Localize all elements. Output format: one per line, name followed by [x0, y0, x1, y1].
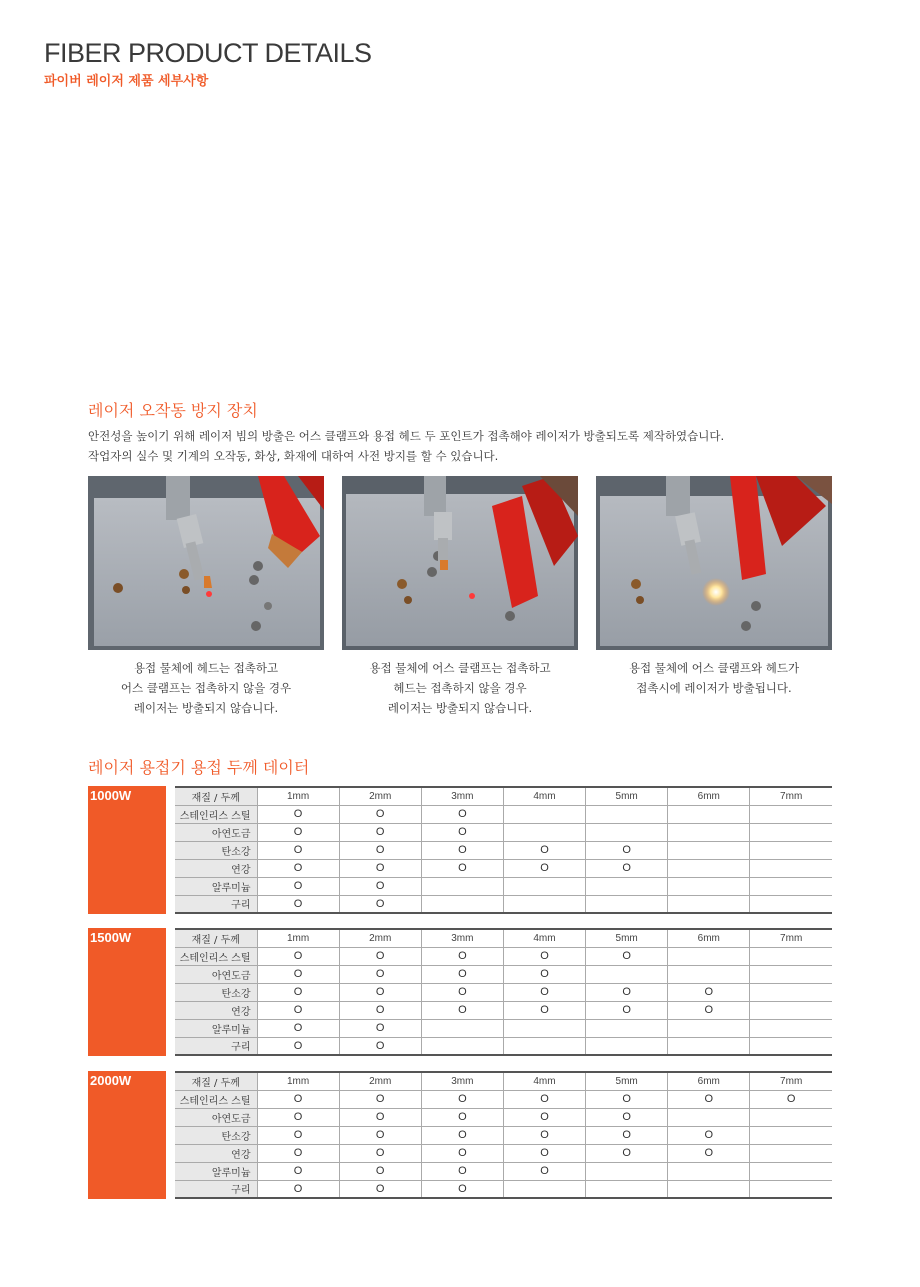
supported-mark: O	[503, 983, 585, 1001]
material-label: 탄소강	[175, 1126, 257, 1144]
empty-cell	[750, 859, 832, 877]
empty-cell	[668, 1108, 750, 1126]
column-header: 4mm	[503, 1072, 585, 1090]
table-row	[175, 895, 832, 913]
supported-mark: O	[257, 1144, 339, 1162]
material-label: 연강	[175, 859, 257, 877]
material-label: 연강	[175, 1001, 257, 1019]
power-label: 1000W	[88, 786, 166, 914]
supported-mark: O	[503, 1144, 585, 1162]
empty-cell	[668, 841, 750, 859]
supported-mark: O	[421, 859, 503, 877]
caption-line: 헤드는 접촉하지 않을 경우	[393, 681, 527, 695]
empty-cell	[668, 823, 750, 841]
supported-mark: O	[421, 823, 503, 841]
supported-mark: O	[339, 1001, 421, 1019]
supported-mark: O	[421, 1090, 503, 1108]
empty-cell	[586, 1162, 668, 1180]
supported-mark: O	[339, 877, 421, 895]
supported-mark: O	[421, 1162, 503, 1180]
supported-mark: O	[421, 1144, 503, 1162]
supported-mark: O	[421, 947, 503, 965]
supported-mark: O	[586, 1090, 668, 1108]
empty-cell	[503, 1180, 585, 1198]
column-header: 3mm	[421, 1072, 503, 1090]
empty-cell	[750, 983, 832, 1001]
material-label: 탄소강	[175, 983, 257, 1001]
empty-cell	[668, 1180, 750, 1198]
empty-cell	[421, 1019, 503, 1037]
supported-mark: O	[257, 1162, 339, 1180]
column-header: 2mm	[339, 1072, 421, 1090]
power-label: 2000W	[88, 1071, 166, 1199]
material-label: 스테인리스 스틸	[175, 1090, 257, 1108]
empty-cell	[503, 805, 585, 823]
supported-mark: O	[257, 1108, 339, 1126]
empty-cell	[586, 823, 668, 841]
supported-mark: O	[421, 805, 503, 823]
empty-cell	[750, 1126, 832, 1144]
table-row	[175, 1162, 832, 1180]
supported-mark: O	[668, 1144, 750, 1162]
empty-cell	[421, 1037, 503, 1055]
empty-cell	[750, 1019, 832, 1037]
empty-cell	[750, 841, 832, 859]
empty-cell	[750, 895, 832, 913]
supported-mark: O	[257, 1019, 339, 1037]
table-row	[175, 1019, 832, 1037]
table-header-row	[175, 787, 832, 805]
empty-cell	[668, 805, 750, 823]
supported-mark: O	[339, 1180, 421, 1198]
empty-cell	[750, 1037, 832, 1055]
caption-line: 용접 물체에 헤드는 접촉하고	[133, 661, 279, 675]
table-row	[175, 1001, 832, 1019]
empty-cell	[750, 823, 832, 841]
table-row	[175, 841, 832, 859]
empty-cell	[668, 1162, 750, 1180]
supported-mark: O	[503, 965, 585, 983]
header-title-en: FIBER PRODUCT DETAILS	[44, 38, 372, 68]
thickness-table	[175, 928, 832, 1056]
table-row	[175, 983, 832, 1001]
safety-description	[88, 426, 848, 466]
material-label: 아연도금	[175, 1108, 257, 1126]
empty-cell	[503, 1019, 585, 1037]
caption-line: 용접 물체에 어스 클램프는 접촉하고	[369, 661, 551, 675]
supported-mark: O	[339, 841, 421, 859]
photo-head-contact	[88, 476, 324, 650]
caption-both-contact	[596, 658, 832, 698]
supported-mark: O	[339, 965, 421, 983]
supported-mark: O	[421, 1180, 503, 1198]
supported-mark: O	[257, 1126, 339, 1144]
supported-mark: O	[586, 1126, 668, 1144]
supported-mark: O	[421, 1108, 503, 1126]
supported-mark: O	[421, 1126, 503, 1144]
supported-mark: O	[668, 1126, 750, 1144]
empty-cell	[750, 1001, 832, 1019]
table-row	[175, 1108, 832, 1126]
caption-line: 어스 클램프는 접촉하지 않을 경우	[120, 681, 292, 695]
material-label: 알루미늄	[175, 1019, 257, 1037]
thickness-table	[175, 786, 832, 914]
supported-mark: O	[421, 1001, 503, 1019]
caption-head-contact	[88, 658, 324, 718]
table-row	[175, 1090, 832, 1108]
empty-cell	[750, 1144, 832, 1162]
empty-cell	[421, 895, 503, 913]
empty-cell	[586, 877, 668, 895]
column-header: 3mm	[421, 787, 503, 805]
material-label: 구리	[175, 1180, 257, 1198]
header-material-thickness: 재질 / 두께	[175, 929, 257, 947]
supported-mark: O	[257, 1180, 339, 1198]
supported-mark: O	[668, 983, 750, 1001]
material-label: 구리	[175, 1037, 257, 1055]
empty-cell	[750, 1180, 832, 1198]
empty-cell	[421, 877, 503, 895]
empty-cell	[586, 895, 668, 913]
supported-mark: O	[339, 1144, 421, 1162]
empty-cell	[668, 859, 750, 877]
column-header: 2mm	[339, 929, 421, 947]
empty-cell	[668, 877, 750, 895]
supported-mark: O	[503, 859, 585, 877]
table-row	[175, 1180, 832, 1198]
caption-line: 레이저는 방출되지 않습니다.	[387, 701, 533, 715]
column-header: 1mm	[257, 787, 339, 805]
supported-mark: O	[257, 805, 339, 823]
empty-cell	[668, 895, 750, 913]
supported-mark: O	[503, 841, 585, 859]
supported-mark: O	[257, 965, 339, 983]
empty-cell	[586, 1037, 668, 1055]
supported-mark: O	[257, 1090, 339, 1108]
empty-cell	[750, 805, 832, 823]
column-header: 6mm	[668, 787, 750, 805]
supported-mark: O	[257, 823, 339, 841]
supported-mark: O	[339, 1126, 421, 1144]
supported-mark: O	[750, 1090, 832, 1108]
supported-mark: O	[339, 895, 421, 913]
header-title-ko: 파이버 레이저 제품 세부사항	[44, 74, 209, 89]
supported-mark: O	[668, 1001, 750, 1019]
column-header: 7mm	[750, 787, 832, 805]
column-header: 6mm	[668, 929, 750, 947]
table-header-row	[175, 1072, 832, 1090]
supported-mark: O	[257, 877, 339, 895]
supported-mark: O	[586, 947, 668, 965]
safety-description-line: 작업자의 실수 및 기계의 오작동, 화상, 화재에 대하여 사전 방지를 할 수 있습니다.	[88, 449, 499, 463]
column-header: 1mm	[257, 929, 339, 947]
empty-cell	[750, 877, 832, 895]
supported-mark: O	[503, 1126, 585, 1144]
material-label: 구리	[175, 895, 257, 913]
table-row	[175, 947, 832, 965]
supported-mark: O	[503, 1162, 585, 1180]
column-header: 3mm	[421, 929, 503, 947]
empty-cell	[668, 965, 750, 983]
empty-cell	[503, 877, 585, 895]
empty-cell	[586, 1019, 668, 1037]
header-material-thickness: 재질 / 두께	[175, 1072, 257, 1090]
column-header: 4mm	[503, 929, 585, 947]
supported-mark: O	[339, 805, 421, 823]
material-label: 스테인리스 스틸	[175, 805, 257, 823]
supported-mark: O	[339, 859, 421, 877]
supported-mark: O	[257, 1001, 339, 1019]
supported-mark: O	[503, 947, 585, 965]
supported-mark: O	[339, 1037, 421, 1055]
supported-mark: O	[421, 965, 503, 983]
photo-clamp-contact	[342, 476, 578, 650]
material-label: 알루미늄	[175, 877, 257, 895]
empty-cell	[668, 947, 750, 965]
column-header: 5mm	[586, 929, 668, 947]
supported-mark: O	[339, 983, 421, 1001]
column-header: 5mm	[586, 1072, 668, 1090]
table-row	[175, 805, 832, 823]
column-header: 1mm	[257, 1072, 339, 1090]
material-label: 아연도금	[175, 823, 257, 841]
material-label: 탄소강	[175, 841, 257, 859]
column-header: 7mm	[750, 1072, 832, 1090]
supported-mark: O	[257, 859, 339, 877]
supported-mark: O	[503, 1001, 585, 1019]
table-row	[175, 859, 832, 877]
empty-cell	[586, 805, 668, 823]
empty-cell	[750, 947, 832, 965]
column-header: 6mm	[668, 1072, 750, 1090]
supported-mark: O	[586, 1001, 668, 1019]
table-header-row	[175, 929, 832, 947]
table-row	[175, 823, 832, 841]
supported-mark: O	[257, 983, 339, 1001]
header-material-thickness: 재질 / 두께	[175, 787, 257, 805]
safety-description-line: 안전성을 높이기 위해 레이저 빔의 방출은 어스 클램프와 용접 헤드 두 포인트가 접촉해야 레이저가 방출되도록 제작하였습니다.	[88, 429, 725, 443]
supported-mark: O	[257, 947, 339, 965]
supported-mark: O	[586, 841, 668, 859]
supported-mark: O	[668, 1090, 750, 1108]
table-row	[175, 1126, 832, 1144]
photo-both-contact	[596, 476, 832, 650]
thickness-table	[175, 1071, 832, 1199]
supported-mark: O	[586, 1144, 668, 1162]
supported-mark: O	[503, 1090, 585, 1108]
empty-cell	[668, 1019, 750, 1037]
table-row	[175, 877, 832, 895]
supported-mark: O	[421, 983, 503, 1001]
column-header: 7mm	[750, 929, 832, 947]
supported-mark: O	[339, 1090, 421, 1108]
supported-mark: O	[586, 983, 668, 1001]
supported-mark: O	[257, 1037, 339, 1055]
material-label: 스테인리스 스틸	[175, 947, 257, 965]
empty-cell	[750, 965, 832, 983]
supported-mark: O	[257, 841, 339, 859]
caption-line: 용접 물체에 어스 클램프와 헤드가	[628, 661, 800, 675]
empty-cell	[503, 1037, 585, 1055]
material-label: 알루미늄	[175, 1162, 257, 1180]
supported-mark: O	[339, 1108, 421, 1126]
caption-line: 접촉시에 레이저가 방출됩니다.	[636, 681, 792, 695]
table-row	[175, 1037, 832, 1055]
supported-mark: O	[339, 947, 421, 965]
supported-mark: O	[586, 859, 668, 877]
supported-mark: O	[339, 823, 421, 841]
empty-cell	[750, 1162, 832, 1180]
caption-clamp-contact	[342, 658, 578, 718]
thickness-section-title: 레이저 용접기 용접 두께 데이터	[88, 758, 310, 777]
empty-cell	[668, 1037, 750, 1055]
empty-cell	[586, 1180, 668, 1198]
empty-cell	[503, 823, 585, 841]
supported-mark: O	[339, 1019, 421, 1037]
supported-mark: O	[503, 1108, 585, 1126]
empty-cell	[586, 965, 668, 983]
column-header: 5mm	[586, 787, 668, 805]
empty-cell	[750, 1108, 832, 1126]
supported-mark: O	[339, 1162, 421, 1180]
supported-mark: O	[257, 895, 339, 913]
supported-mark: O	[421, 841, 503, 859]
table-row	[175, 965, 832, 983]
material-label: 아연도금	[175, 965, 257, 983]
caption-line: 레이저는 방출되지 않습니다.	[133, 701, 279, 715]
empty-cell	[503, 895, 585, 913]
material-label: 연강	[175, 1144, 257, 1162]
supported-mark: O	[586, 1108, 668, 1126]
column-header: 2mm	[339, 787, 421, 805]
power-label: 1500W	[88, 928, 166, 1056]
safety-section-title: 레이저 오작동 방지 장치	[88, 401, 258, 420]
table-row	[175, 1144, 832, 1162]
column-header: 4mm	[503, 787, 585, 805]
